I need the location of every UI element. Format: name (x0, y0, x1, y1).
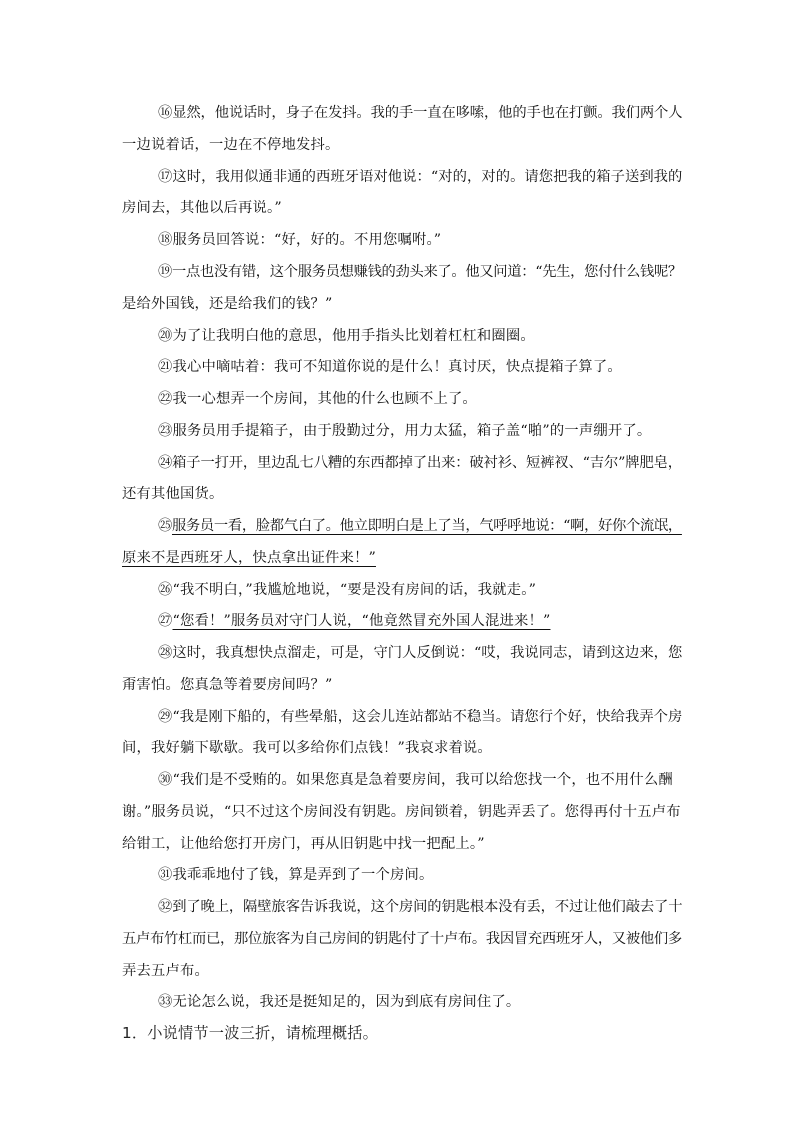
paragraph-32-line-1: ㉜到了晚上，隔壁旅客告诉我说，这个房间的钥匙根本没有丢，不过让他们敲去了十 (158, 899, 683, 915)
paragraph-26-line-1: ㉖“我不明白，”我尴尬地说，“要是没有房间的话，我就走。” (158, 582, 537, 598)
question-1: 1．小说情节一波三折，请梳理概括。 (122, 1024, 379, 1042)
paragraph-21-line-1: ㉑我心中嘀咕着：我可不知道你说的是什么！真讨厌，快点提箱子算了。 (158, 359, 622, 375)
paragraph-16-line-2: 一边说着话，一边在不停地发抖。 (122, 137, 340, 153)
paragraph-22-line-1: ㉒我一心想弄一个房间，其他的什么也顾不上了。 (158, 391, 477, 407)
paragraph-19-line-2: 是给外国钱，还是给我们的钱？” (122, 296, 333, 312)
paragraph-32-line-2: 五卢布竹杠而已，那位旅客为自己房间的钥匙付了十卢布。我因冒充西班牙人，又被他们多 (122, 931, 682, 947)
paragraph-19-line-1: ⑲一点也没有错，这个服务员想赚钱的劲头来了。他又问道：“先生，您付什么钱呢？ (158, 264, 682, 280)
paragraph-17-line-1: ⑰这时，我用似通非通的西班牙语对他说：“对的，对的。请您把我的箱子送到我的 (158, 169, 683, 185)
paragraph-30-line-2: 谢。”服务员说，“只不过这个房间没有钥匙。房间锁着，钥匙弄丢了。您得再付十五卢布 (122, 804, 681, 820)
paragraph-16-line-1: ⑯显然，他说话时，身子在发抖。我的手一直在哆嗦，他的手也在打颤。我们两个人 (158, 105, 683, 121)
paragraph-24-line-2: 还有其他国货。 (122, 486, 224, 502)
paragraph-25-line-1: ㉕服务员一看，脸都气白了。他立即明白是上了当，气呼呼地说：“啊，好你个流氓， (158, 518, 682, 534)
underlined-text: 服务员一看，脸都气白了。他立即明白是上了当，气呼呼地说：“啊，好你个流氓， (171, 518, 682, 534)
paragraph-31-line-1: ㉛我乖乖地付了钱，算是弄到了一个房间。 (158, 867, 434, 883)
paragraph-24-line-1: ㉔箱子一打开，里边乱七八糟的东西都掉了出来：破衬衫、短裤衩、“吉尔”牌肥皂， (158, 455, 682, 471)
paragraph-23-line-1: ㉓服务员用手提箱子，由于殷勤过分，用力太猛，箱子盖“啪”的一声绷开了。 (158, 423, 652, 439)
paragraph-32-line-3: 弄去五卢布。 (122, 963, 209, 979)
paragraph-29-line-2: 间，我好躺下歇歇。我可以多给你们点钱！”我哀求着说。 (122, 740, 492, 756)
paragraph-33-line-1: ㉝无论怎么说，我还是挺知足的，因为到底有房间住了。 (158, 994, 521, 1010)
paragraph-28-line-1: ㉘这时，我真想快点溜走，可是，守门人反倒说：“哎，我说同志，请到这边来，您 (158, 645, 683, 661)
paragraph-29-line-1: ㉙“我是刚下船的，有些晕船，这会儿连站都站不稳当。请您行个好，快给我弄个房 (158, 709, 683, 725)
paragraph-17-line-2: 房间去，其他以后再说。” (122, 200, 282, 216)
underlined-text: “您看！”服务员对守门人说，“他竟然冒充外国人混进来！” (172, 613, 551, 629)
paragraph-30-line-1: ㉚“我们是不受贿的。如果您真是急着要房间，我可以给您找一个，也不用什么酬 (158, 772, 673, 788)
paragraph-27-line-1: ㉗“您看！”服务员对守门人说，“他竟然冒充外国人混进来！” (158, 613, 551, 629)
paragraph-20-line-1: ⑳为了让我明白他的意思，他用手指头比划着杠杠和圈圈。 (158, 328, 535, 344)
paragraph-28-line-2: 甭害怕。您真急等着要房间吗？” (122, 677, 333, 693)
paragraph-18-line-1: ⑱服务员回答说：“好，好的。不用您嘱咐。” (158, 232, 442, 248)
paragraph-25-line-2: 原来不是西班牙人，快点拿出证件来！” (122, 550, 376, 566)
paragraph-30-line-3: 给钳工，让他给您打开房门，再从旧钥匙中找一把配上。” (122, 836, 485, 852)
